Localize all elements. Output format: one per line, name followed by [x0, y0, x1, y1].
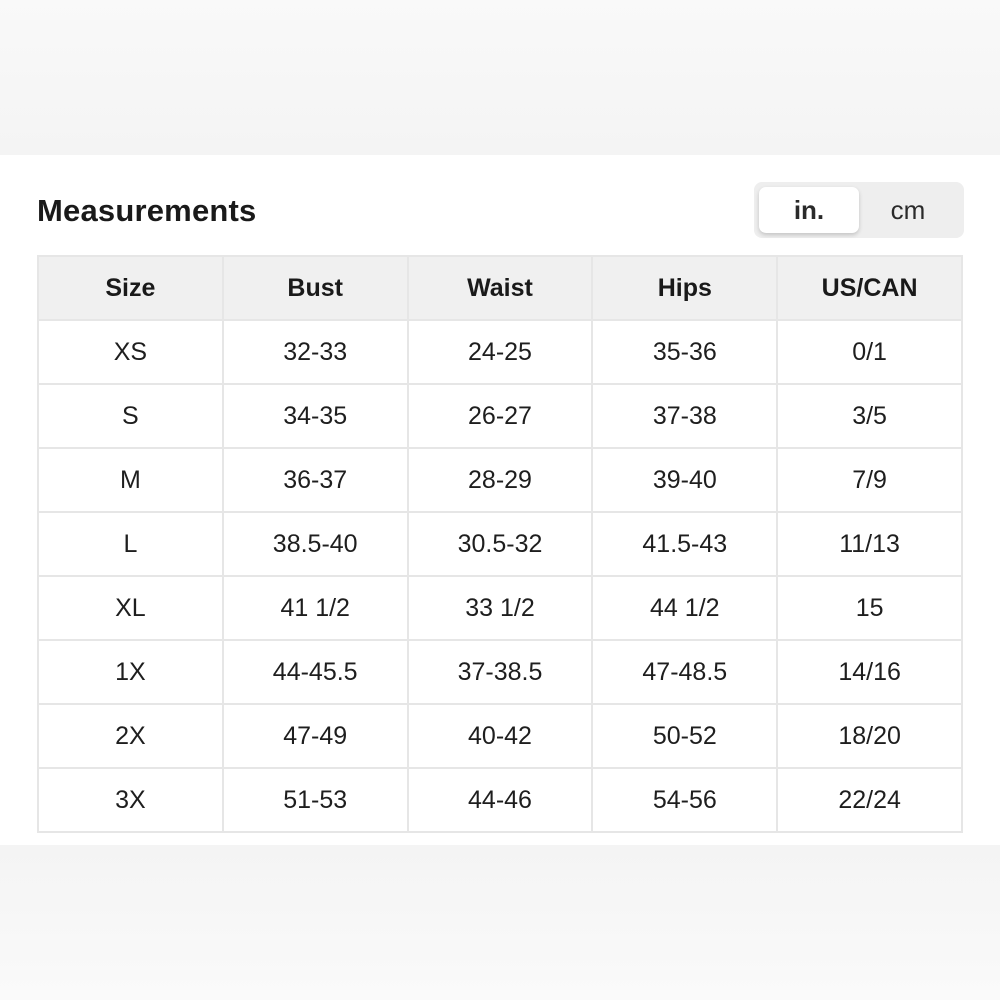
- cell-hips: 41.5-43: [592, 512, 777, 576]
- table-row: [38, 768, 962, 832]
- table-row: [38, 640, 962, 704]
- cell-waist: 37-38.5: [408, 640, 593, 704]
- cell-size: XL: [38, 576, 223, 640]
- cell-waist: 33 1/2: [408, 576, 593, 640]
- cell-hips: 39-40: [592, 448, 777, 512]
- cell-size: S: [38, 384, 223, 448]
- cell-size: L: [38, 512, 223, 576]
- cell-waist: 28-29: [408, 448, 593, 512]
- cell-size: XS: [38, 320, 223, 384]
- cell-bust: 32-33: [223, 320, 408, 384]
- cell-waist: 44-46: [408, 768, 593, 832]
- table-row: [38, 512, 962, 576]
- header-bust: Bust: [223, 256, 408, 320]
- cell-bust: 36-37: [223, 448, 408, 512]
- cell-size: M: [38, 448, 223, 512]
- header-hips: Hips: [592, 256, 777, 320]
- header-waist: Waist: [408, 256, 593, 320]
- top-background: [0, 0, 1000, 155]
- cell-waist: 26-27: [408, 384, 593, 448]
- cell-us-can: 18/20: [777, 704, 962, 768]
- unit-option-cm[interactable]: cm: [858, 187, 958, 233]
- cell-size: 2X: [38, 704, 223, 768]
- cell-waist: 24-25: [408, 320, 593, 384]
- size-chart-table: [37, 255, 963, 833]
- cell-us-can: 14/16: [777, 640, 962, 704]
- cell-size: 3X: [38, 768, 223, 832]
- cell-hips: 37-38: [592, 384, 777, 448]
- cell-bust: 38.5-40: [223, 512, 408, 576]
- cell-hips: 44 1/2: [592, 576, 777, 640]
- table-header-row: [38, 256, 962, 320]
- cell-hips: 47-48.5: [592, 640, 777, 704]
- cell-bust: 44-45.5: [223, 640, 408, 704]
- unit-toggle: [754, 182, 964, 238]
- table-row: [38, 320, 962, 384]
- table-row: [38, 448, 962, 512]
- unit-option-in[interactable]: in.: [759, 187, 859, 233]
- header-us-can: US/CAN: [777, 256, 962, 320]
- cell-us-can: 0/1: [777, 320, 962, 384]
- table-row: [38, 704, 962, 768]
- cell-bust: 47-49: [223, 704, 408, 768]
- cell-us-can: 15: [777, 576, 962, 640]
- header-size: Size: [38, 256, 223, 320]
- cell-bust: 34-35: [223, 384, 408, 448]
- table-row: [38, 576, 962, 640]
- cell-us-can: 3/5: [777, 384, 962, 448]
- cell-us-can: 11/13: [777, 512, 962, 576]
- cell-hips: 54-56: [592, 768, 777, 832]
- cell-us-can: 22/24: [777, 768, 962, 832]
- cell-bust: 41 1/2: [223, 576, 408, 640]
- table-row: [38, 384, 962, 448]
- cell-waist: 30.5-32: [408, 512, 593, 576]
- cell-hips: 50-52: [592, 704, 777, 768]
- cell-size: 1X: [38, 640, 223, 704]
- cell-bust: 51-53: [223, 768, 408, 832]
- cell-us-can: 7/9: [777, 448, 962, 512]
- cell-waist: 40-42: [408, 704, 593, 768]
- page-title: Measurements: [37, 193, 257, 228]
- cell-hips: 35-36: [592, 320, 777, 384]
- bottom-background: [0, 845, 1000, 1000]
